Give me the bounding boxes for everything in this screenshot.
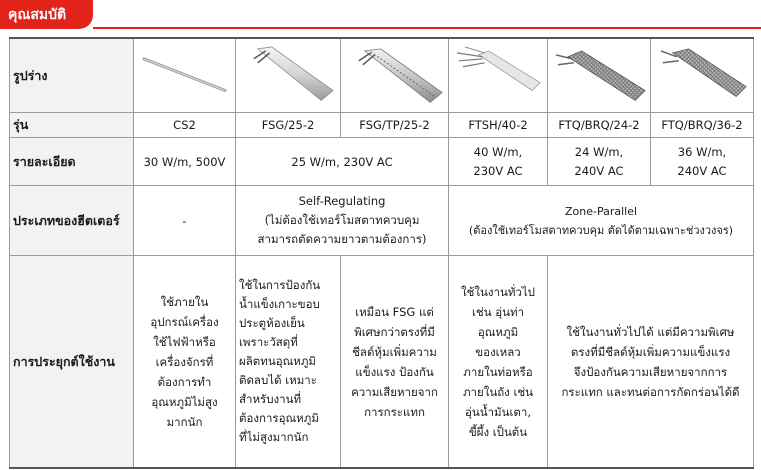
application-ftq-line: กระแทก และทนต่อการกัดกร่อนได้ดี — [561, 384, 740, 399]
type-self-regulating-line: สามารถตัดความยาวตามต้องการ) — [257, 232, 427, 247]
spec-table — [9, 37, 754, 469]
application-fsg-line: ต้องการอุณหภูมิ — [239, 411, 319, 426]
detail-fsg: 25 W/m, 230V AC — [236, 138, 449, 186]
application-fsg — [236, 256, 341, 468]
application-ftsh-line: ภายในท่อหรือ — [463, 364, 533, 379]
application-fsgtp-line: ชีลด์หุ้มเพิ่มความ — [352, 344, 437, 359]
application-ftsh-line: ใช้ในงานทั่วไป — [461, 284, 535, 299]
type-cs2: - — [134, 186, 236, 256]
application-fsgtp-line: การกระแทก — [364, 404, 425, 419]
model-ftq36: FTQ/BRQ/36-2 — [651, 113, 754, 138]
section-title-tab — [0, 0, 93, 29]
application-ftsh-line: ภายในถัง เช่น — [462, 384, 534, 399]
detail-ftsh — [449, 138, 548, 186]
application-ftq-line: ใช้ในงานทั่วไปได้ แต่มีความพิเศษ — [566, 324, 735, 339]
type-zone-parallel-line: Zone-Parallel — [564, 204, 638, 218]
application-cs2 — [134, 256, 236, 468]
type-zone-parallel — [449, 186, 754, 256]
application-fsg-line: ผลิตทนอุณหภูมิ — [239, 354, 317, 369]
detail-ftq24-line: 240V AC — [574, 163, 624, 178]
detail-cs2: 30 W/m, 500V — [134, 138, 236, 186]
application-cs2-line: อุณหภูมิไม่สูง — [151, 394, 218, 409]
application-cs2-line: ใช้ไฟฟ้าหรือ — [153, 334, 216, 349]
detail-ftq36 — [651, 138, 754, 186]
application-ftsh-line: อุ่นน้ำมันเตา, — [464, 404, 532, 419]
detail-ftq36-line: 240V AC — [677, 163, 727, 178]
application-ftsh-line: ขี้ผึ้ง เป็นต้น — [468, 424, 528, 439]
cable-fsgtp-image — [341, 38, 449, 113]
title-underline — [93, 27, 761, 29]
type-zone-parallel-line: (ต้องใช้เทอร์โมสตาทควบคุม ตัดได้ตามเฉพาะช่วงวงจร) — [468, 223, 734, 237]
detail-ftsh-line: 40 W/m, — [473, 144, 523, 159]
shape-row — [10, 38, 754, 113]
application-fsg-line: ใช้ในการป้องกัน — [239, 278, 321, 293]
application-row — [10, 256, 754, 468]
application-cs2-line: ใช้ภายใน — [160, 294, 209, 309]
section-title: คุณสมบัติ — [8, 6, 67, 23]
application-cs2-line: อุปกรณ์เครื่อง — [150, 314, 219, 329]
model-cs2: CS2 — [134, 113, 236, 138]
model-fsgtp: FSG/TP/25-2 — [341, 113, 449, 138]
detail-ftsh-line: 230V AC — [473, 163, 523, 178]
cable-ftq36-image — [651, 38, 754, 113]
type-label: ประเภทของฮีตเตอร์ — [10, 186, 134, 256]
application-ftsh — [449, 256, 548, 468]
application-fsgtp-line: ความเสียหายจาก — [351, 384, 438, 399]
detail-row — [10, 138, 754, 186]
type-row — [10, 186, 754, 256]
model-fsg: FSG/25-2 — [236, 113, 341, 138]
application-fsgtp-line: พิเศษกว่าตรงที่มี — [354, 324, 435, 339]
detail-label: รายละเอียด — [10, 138, 134, 186]
type-self-regulating-line: (ไม่ต้องใช้เทอร์โมสตาทควบคุม — [264, 213, 420, 228]
application-fsg-line: ติดลบได้ เหมาะ — [239, 373, 317, 388]
application-cs2-line: เครื่องจักรที่ — [155, 354, 214, 369]
application-ftsh-line: อุณหภูมิ — [477, 324, 519, 339]
application-fsgtp — [341, 256, 449, 468]
cable-ftq24-image — [548, 38, 651, 113]
application-ftq-line: จึงป้องกันความเสียหายจากการ — [573, 364, 728, 379]
application-fsg-line: สำหรับงานที่ — [239, 392, 302, 407]
application-fsgtp-line: เหมือน FSG แต่ — [355, 304, 434, 319]
application-cs2-line: มากนัก — [166, 414, 203, 429]
application-ftq-line: ตรงที่มีชีลด์หุ้มเพิ่มความแข็งแรง — [570, 344, 731, 359]
detail-ftq36-line: 36 W/m, — [677, 144, 727, 159]
cable-cs2-image — [134, 38, 236, 113]
application-fsg-line: เพราะวัสดุที่ — [239, 335, 298, 350]
application-cs2-line: ต้องการทำ — [157, 374, 212, 389]
application-label: การประยุกต์ใช้งาน — [10, 256, 134, 468]
application-fsg-line: ประตูห้องเย็น — [239, 316, 305, 331]
application-ftsh-line: เช่น อุ่นท่า — [471, 304, 525, 319]
application-fsg-line: น้ำแข็งเกาะขอบ — [239, 297, 320, 312]
application-fsgtp-line: แข็งแรง ป้องกัน — [355, 364, 434, 379]
detail-ftq24-line: 24 W/m, — [574, 144, 624, 159]
application-ftq — [548, 256, 754, 468]
cable-ftsh-image — [449, 38, 548, 113]
model-ftq24: FTQ/BRQ/24-2 — [548, 113, 651, 138]
model-label: รุ่น — [10, 113, 134, 138]
cable-fsg-image — [236, 38, 341, 113]
application-ftsh-line: ของเหลว — [475, 344, 521, 359]
model-row — [10, 113, 754, 138]
detail-ftq24 — [548, 138, 651, 186]
type-self-regulating — [236, 186, 449, 256]
application-fsg-line: ที่ไม่สูงมากนัก — [239, 430, 309, 445]
model-ftsh: FTSH/40-2 — [449, 113, 548, 138]
shape-label: รูปร่าง — [10, 38, 134, 113]
type-self-regulating-line: Self-Regulating — [298, 194, 386, 209]
